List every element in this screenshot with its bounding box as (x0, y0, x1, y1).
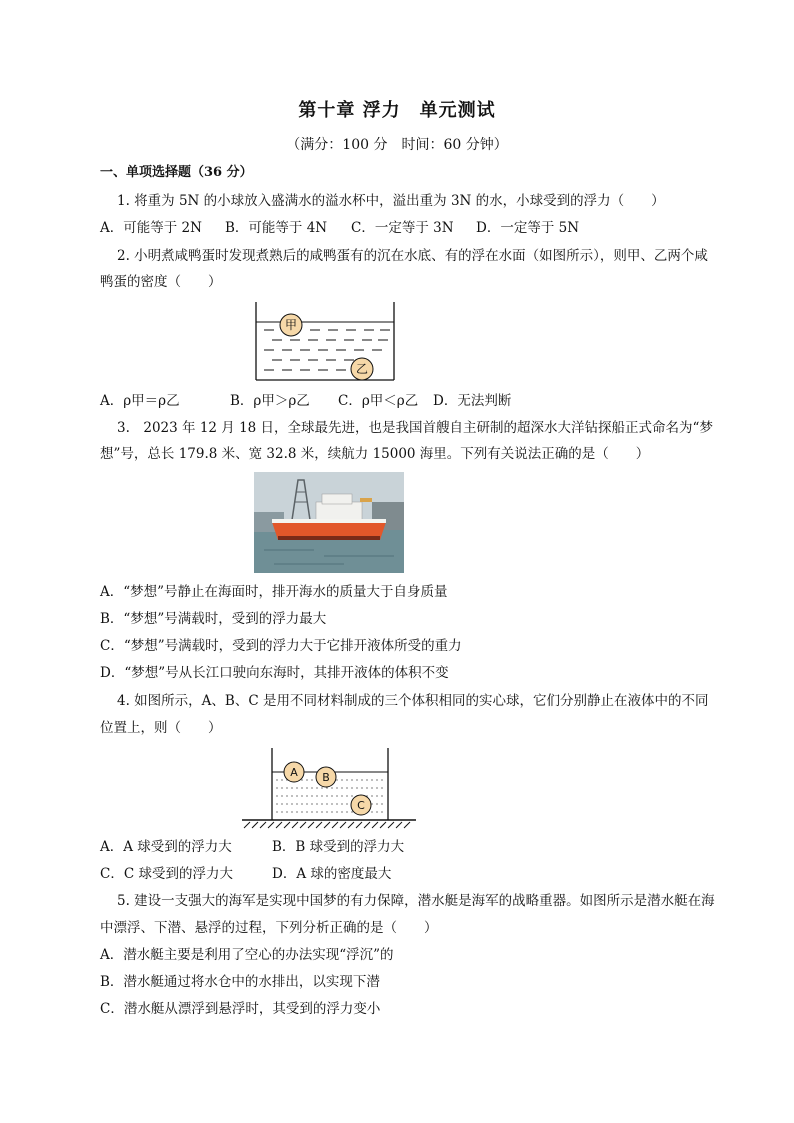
q2-figure-beaker (250, 298, 400, 386)
q4-option-a: A．A 球受到的浮力大 (100, 839, 232, 855)
q4-stem-line1: 4. 如图所示，A、B、C 是用不同材料制成的三个体积相同的实心球，它们分别静止在液体中的不同 (117, 693, 709, 709)
page-subtitle: （满分：100 分 时间：60 分钟） (286, 137, 508, 153)
q5-stem-line2: 中漂浮、下潜、悬浮的过程，下列分析正确的是（ ） (100, 920, 438, 936)
q3-option-a: A．“梦想”号静止在海面时，排开海水的质量大于自身质量 (100, 584, 448, 600)
q5-option-a: A．潜水艇主要是利用了空心的办法实现“浮沉”的 (100, 947, 394, 963)
q2-stem-line1: 2. 小明煮咸鸭蛋时发现煮熟后的咸鸭蛋有的沉在水底、有的浮在水面（如图所示），则甲、乙两个咸 (117, 248, 708, 264)
q3-stem-line2: 想”号，总长 179.8 米、宽 32.8 米，续航力 15000 海里。下列有关说法正确的是（ ） (100, 446, 650, 462)
q3-option-b: B．“梦想”号满载时，受到的浮力最大 (100, 611, 327, 627)
q1-option-b: B．可能等于 4N (225, 220, 328, 236)
q2-option-a: A．ρ甲＝ρ乙 (100, 393, 180, 409)
q4-options-row1 (100, 838, 404, 856)
q4-options-row2 (100, 865, 391, 883)
q3-option-d: D．“梦想”号从长江口驶向东海时，其排开液体的体积不变 (100, 665, 449, 681)
q2-option-c: C．ρ甲＜ρ乙 (338, 393, 419, 409)
q1-option-d: D．一定等于 5N (476, 220, 580, 236)
egg-jia-label: 甲 (284, 318, 298, 332)
q4-option-c: C．C 球受到的浮力大 (100, 866, 233, 882)
ball-b-label: B (322, 771, 330, 784)
section-heading: 一、单项选择题（36 分） (100, 165, 253, 180)
drilling-ship-photo (254, 472, 404, 573)
egg-yi-label: 乙 (355, 362, 369, 376)
q1-options (100, 219, 579, 237)
q1-stem: 1. 将重为 5N 的小球放入盛满水的溢水杯中，溢出重为 3N 的水，小球受到的浮力（ ） (117, 193, 665, 209)
q2-option-d: D．无法判断 (433, 393, 512, 409)
q4-stem-line2: 位置上，则（ ） (100, 720, 222, 736)
q4-figure-container (240, 744, 418, 830)
q3-stem-line1: 3. 2023 年 12 月 18 日，全球最先进，也是我国首艘自主研制的超深水大洋钻探船正式命名为“梦 (117, 420, 713, 436)
q4-option-b: B．B 球受到的浮力大 (272, 839, 405, 855)
q5-option-c: C．潜水艇从漂浮到悬浮时，其受到的浮力变小 (100, 1001, 381, 1017)
q2-option-b: B．ρ甲＞ρ乙 (230, 393, 310, 409)
ball-c-label: C (357, 799, 365, 812)
q2-options (100, 392, 511, 410)
q2-stem-line2: 鸭蛋的密度（ ） (100, 274, 222, 290)
q1-option-c: C．一定等于 3N (351, 220, 454, 236)
q5-option-b: B．潜水艇通过将水仓中的水排出，以实现下潜 (100, 974, 380, 990)
q1-option-a: A．可能等于 2N (100, 220, 202, 236)
q5-stem-line1: 5. 建设一支强大的海军是实现中国梦的有力保障，潜水艇是海军的战略重器。如图所示是潜水艇在海 (117, 893, 715, 909)
q3-option-c: C．“梦想”号满载时，受到的浮力大于它排开液体所受的重力 (100, 638, 462, 654)
ball-a-label: A (290, 766, 298, 779)
q4-option-d: D．A 球的密度最大 (272, 866, 392, 882)
page-title: 第十章 浮力 单元测试 (298, 100, 496, 121)
